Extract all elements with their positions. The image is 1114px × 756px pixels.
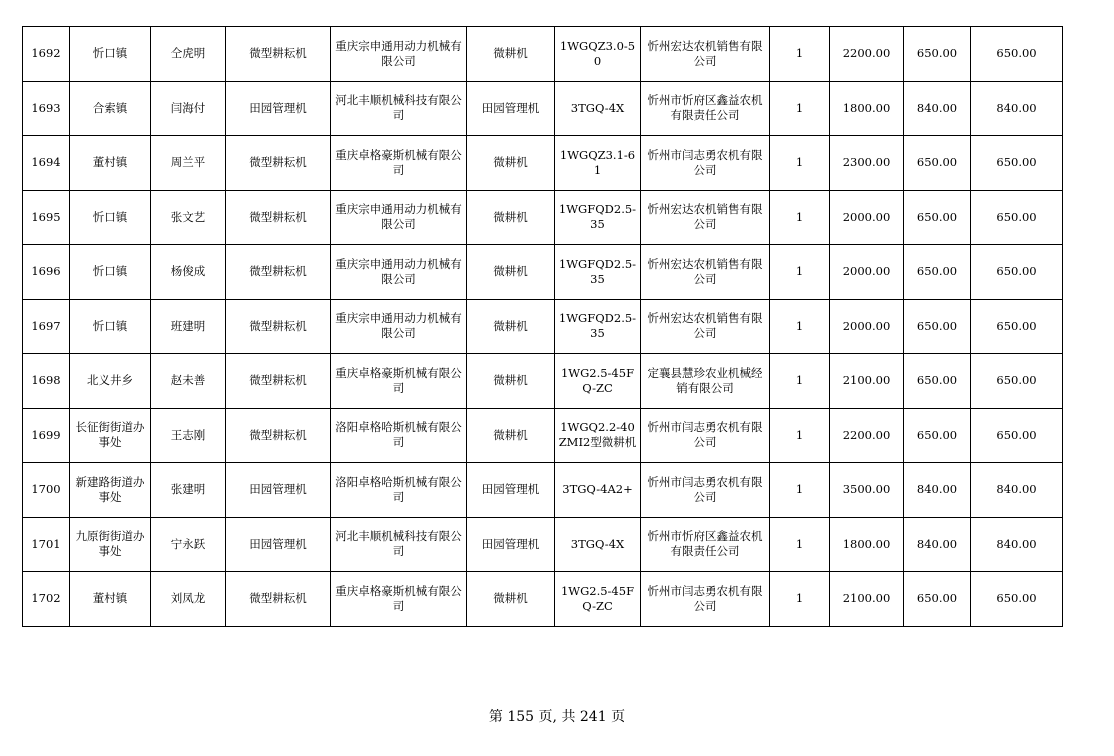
cell-price: 2100.00 [830, 354, 904, 409]
cell-model: 1WG2.5-45FQ-ZC [555, 572, 641, 627]
cell-model: 1WGQZ3.0-50 [555, 27, 641, 82]
cell-qty: 1 [770, 572, 830, 627]
cell-total: 650.00 [971, 408, 1063, 463]
cell-category: 微型耕耘机 [226, 299, 331, 354]
cell-name: 王志刚 [151, 408, 226, 463]
cell-subsidy: 650.00 [904, 136, 971, 191]
cell-total: 650.00 [971, 572, 1063, 627]
cell-no: 1700 [23, 463, 70, 518]
cell-total: 650.00 [971, 27, 1063, 82]
cell-qty: 1 [770, 190, 830, 245]
cell-qty: 1 [770, 299, 830, 354]
cell-model: 3TGQ-4X [555, 517, 641, 572]
cell-town: 董村镇 [70, 572, 151, 627]
cell-price: 2000.00 [830, 245, 904, 300]
cell-maker: 重庆卓格豪斯机械有限公司 [331, 136, 467, 191]
cell-qty: 1 [770, 81, 830, 136]
table-row [23, 27, 1063, 82]
cell-name: 刘凤龙 [151, 572, 226, 627]
cell-no: 1696 [23, 245, 70, 300]
cell-price: 2200.00 [830, 408, 904, 463]
cell-name: 班建明 [151, 299, 226, 354]
cell-total: 840.00 [971, 463, 1063, 518]
cell-subsidy: 840.00 [904, 517, 971, 572]
table-row [23, 245, 1063, 300]
cell-no: 1692 [23, 27, 70, 82]
cell-dealer: 忻州宏达农机销售有限公司 [641, 245, 770, 300]
cell-subsidy: 650.00 [904, 408, 971, 463]
cell-town: 九原街街道办事处 [70, 517, 151, 572]
cell-no: 1693 [23, 81, 70, 136]
cell-product: 微耕机 [467, 136, 555, 191]
cell-maker: 重庆卓格豪斯机械有限公司 [331, 572, 467, 627]
cell-no: 1695 [23, 190, 70, 245]
cell-town: 新建路街道办事处 [70, 463, 151, 518]
cell-no: 1694 [23, 136, 70, 191]
cell-dealer: 忻州宏达农机销售有限公司 [641, 27, 770, 82]
table-body [23, 27, 1063, 627]
cell-no: 1701 [23, 517, 70, 572]
cell-town: 长征街街道办事处 [70, 408, 151, 463]
cell-category: 微型耕耘机 [226, 27, 331, 82]
cell-town: 合索镇 [70, 81, 151, 136]
cell-product: 田园管理机 [467, 463, 555, 518]
cell-product: 微耕机 [467, 572, 555, 627]
cell-category: 微型耕耘机 [226, 245, 331, 300]
cell-name: 赵未善 [151, 354, 226, 409]
table-row [23, 299, 1063, 354]
cell-qty: 1 [770, 463, 830, 518]
cell-category: 微型耕耘机 [226, 136, 331, 191]
cell-product: 微耕机 [467, 245, 555, 300]
cell-product: 田园管理机 [467, 517, 555, 572]
cell-town: 董村镇 [70, 136, 151, 191]
cell-product: 微耕机 [467, 299, 555, 354]
cell-maker: 洛阳卓格哈斯机械有限公司 [331, 463, 467, 518]
cell-name: 周兰平 [151, 136, 226, 191]
cell-dealer: 忻州市闫志勇农机有限公司 [641, 463, 770, 518]
cell-dealer: 忻州市闫志勇农机有限公司 [641, 572, 770, 627]
cell-category: 微型耕耘机 [226, 190, 331, 245]
cell-dealer: 忻州市忻府区鑫益农机有限责任公司 [641, 517, 770, 572]
table-row [23, 354, 1063, 409]
cell-price: 2000.00 [830, 299, 904, 354]
cell-total: 840.00 [971, 81, 1063, 136]
cell-subsidy: 650.00 [904, 245, 971, 300]
cell-price: 2000.00 [830, 190, 904, 245]
cell-category: 微型耕耘机 [226, 408, 331, 463]
table-row [23, 517, 1063, 572]
cell-name: 杨俊成 [151, 245, 226, 300]
cell-category: 田园管理机 [226, 81, 331, 136]
cell-total: 650.00 [971, 136, 1063, 191]
cell-product: 微耕机 [467, 408, 555, 463]
cell-no: 1698 [23, 354, 70, 409]
table-row [23, 572, 1063, 627]
cell-total: 650.00 [971, 190, 1063, 245]
cell-model: 1WGFQD2.5-35 [555, 299, 641, 354]
cell-product: 田园管理机 [467, 81, 555, 136]
cell-town: 北义井乡 [70, 354, 151, 409]
cell-dealer: 忻州市闫志勇农机有限公司 [641, 136, 770, 191]
cell-no: 1702 [23, 572, 70, 627]
cell-maker: 河北丰顺机械科技有限公司 [331, 81, 467, 136]
cell-subsidy: 650.00 [904, 354, 971, 409]
cell-dealer: 忻州宏达农机销售有限公司 [641, 299, 770, 354]
cell-category: 微型耕耘机 [226, 354, 331, 409]
cell-name: 闫海付 [151, 81, 226, 136]
cell-town: 忻口镇 [70, 299, 151, 354]
cell-price: 1800.00 [830, 81, 904, 136]
cell-maker: 重庆卓格豪斯机械有限公司 [331, 354, 467, 409]
page-footer: 第 155 页, 共 241 页 [488, 709, 626, 725]
cell-category: 田园管理机 [226, 463, 331, 518]
cell-maker: 重庆宗申通用动力机械有限公司 [331, 190, 467, 245]
subsidy-table [22, 26, 1063, 627]
cell-town: 忻口镇 [70, 27, 151, 82]
cell-qty: 1 [770, 354, 830, 409]
cell-town: 忻口镇 [70, 190, 151, 245]
cell-subsidy: 840.00 [904, 81, 971, 136]
cell-model: 3TGQ-4X [555, 81, 641, 136]
cell-no: 1699 [23, 408, 70, 463]
cell-category: 田园管理机 [226, 517, 331, 572]
table-row [23, 463, 1063, 518]
cell-maker: 重庆宗申通用动力机械有限公司 [331, 299, 467, 354]
table-row [23, 190, 1063, 245]
cell-price: 1800.00 [830, 517, 904, 572]
cell-qty: 1 [770, 245, 830, 300]
cell-product: 微耕机 [467, 354, 555, 409]
cell-name: 张建明 [151, 463, 226, 518]
cell-price: 3500.00 [830, 463, 904, 518]
cell-model: 1WG2.5-45FQ-ZC [555, 354, 641, 409]
cell-model: 3TGQ-4A2+ [555, 463, 641, 518]
table-row [23, 136, 1063, 191]
cell-total: 650.00 [971, 354, 1063, 409]
cell-qty: 1 [770, 27, 830, 82]
cell-maker: 洛阳卓格哈斯机械有限公司 [331, 408, 467, 463]
cell-dealer: 忻州宏达农机销售有限公司 [641, 190, 770, 245]
cell-dealer: 忻州市闫志勇农机有限公司 [641, 408, 770, 463]
cell-price: 2100.00 [830, 572, 904, 627]
cell-total: 650.00 [971, 299, 1063, 354]
cell-subsidy: 650.00 [904, 572, 971, 627]
cell-model: 1WGFQD2.5-35 [555, 245, 641, 300]
cell-product: 微耕机 [467, 190, 555, 245]
table-row [23, 408, 1063, 463]
cell-maker: 重庆宗申通用动力机械有限公司 [331, 27, 467, 82]
cell-model: 1WGFQD2.5-35 [555, 190, 641, 245]
table-row [23, 81, 1063, 136]
cell-maker: 河北丰顺机械科技有限公司 [331, 517, 467, 572]
cell-name: 张文艺 [151, 190, 226, 245]
cell-name: 仝虎明 [151, 27, 226, 82]
cell-town: 忻口镇 [70, 245, 151, 300]
cell-subsidy: 650.00 [904, 27, 971, 82]
cell-qty: 1 [770, 517, 830, 572]
cell-subsidy: 840.00 [904, 463, 971, 518]
cell-qty: 1 [770, 408, 830, 463]
cell-price: 2200.00 [830, 27, 904, 82]
cell-total: 650.00 [971, 245, 1063, 300]
cell-dealer: 忻州市忻府区鑫益农机有限责任公司 [641, 81, 770, 136]
cell-no: 1697 [23, 299, 70, 354]
cell-model: 1WGQ2.2-40ZMI2型微耕机 [555, 408, 641, 463]
cell-maker: 重庆宗申通用动力机械有限公司 [331, 245, 467, 300]
cell-dealer: 定襄县慧珍农业机械经销有限公司 [641, 354, 770, 409]
cell-subsidy: 650.00 [904, 190, 971, 245]
cell-product: 微耕机 [467, 27, 555, 82]
cell-subsidy: 650.00 [904, 299, 971, 354]
cell-total: 840.00 [971, 517, 1063, 572]
cell-price: 2300.00 [830, 136, 904, 191]
cell-category: 微型耕耘机 [226, 572, 331, 627]
cell-model: 1WGQZ3.1-61 [555, 136, 641, 191]
cell-name: 宁永跃 [151, 517, 226, 572]
cell-qty: 1 [770, 136, 830, 191]
